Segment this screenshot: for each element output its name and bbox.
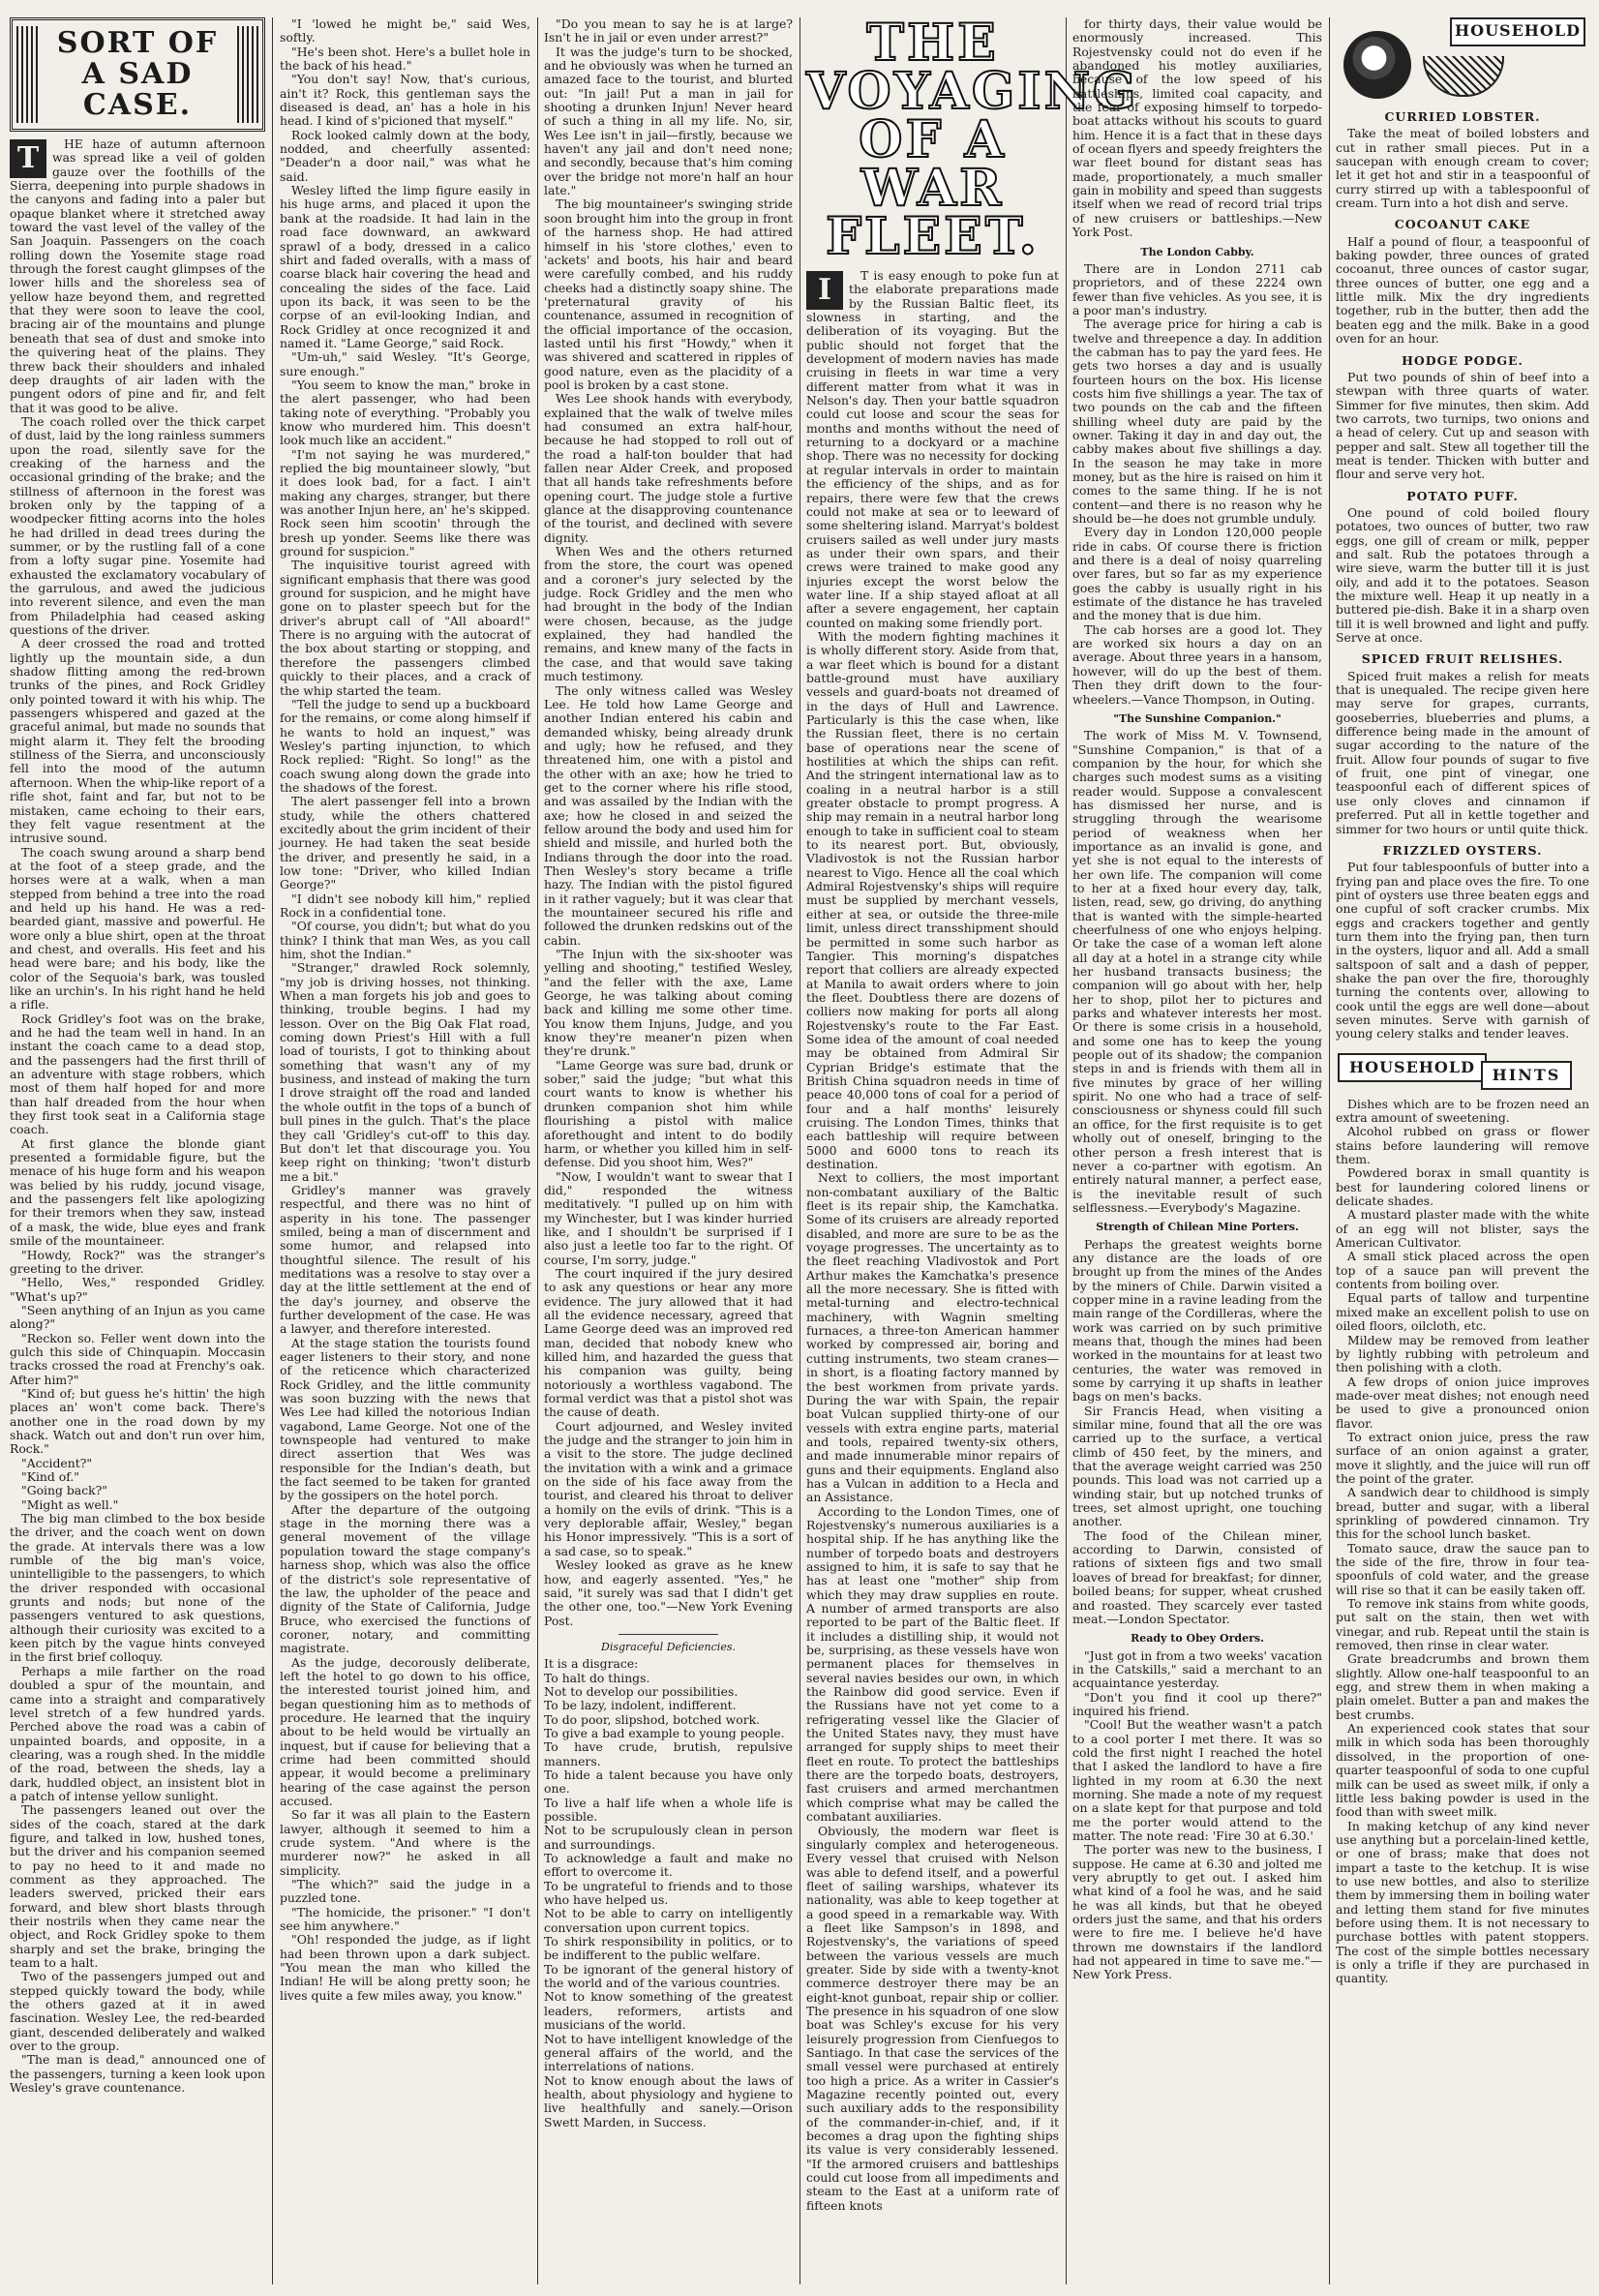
paragraph: "Might as well." [21,1496,119,1512]
paragraph: "The man is dead," announced one of the passengers, turning a keen look upon Wesley's grave countenance. [10,2052,265,2096]
poem-title: Disgraceful Deficiencies. [601,1640,736,1653]
paragraph: Court adjourned, and Wesley invited the judge and the stranger to join him in a visit to the store. The judge declined the invitation with a wink and a grimace on the side of his face away from the tourist, and cleared his throat to deliver a homily on the evils of drink. "This is a very deplorable affair, Wesley," began his Honor impressively. "This is a sort of a sad case, so to speak." [544,1418,793,1558]
poem-line: To shirk responsibility in politics, or to be indifferent to the public welfare. [544,1934,793,1963]
poem-line: To hide a talent because you have only one. [544,1767,793,1797]
section-title-ready: Ready to Obey Orders. [1131,1632,1264,1646]
hint-item: Tomato sauce, draw the sauce pan to the side of the fire, throw in four tea-spoonfuls of cold water, and the grease will rise so that it can be easily taken off. [1336,1540,1589,1597]
recipe-text: Half a pound of flour, a teaspoonful of baking powder, three ounces of grated cocoanut, three ounces of castor sugar, three ounces of butter, one egg and a little milk. Mix the dry ingredients together, rub in the butter, then add the beaten egg and the milk. Bake in a good oven for an hour. [1336,233,1589,347]
paragraph: The coach swung around a sharp bend at the foot of a steep grade, and the horses were at a walk, when a man stepped from behind a tree into the road and held up his hand. He was a red-bearded giant, massive and powerful. He wore only a blue shirt, open at the throat and chest, and overalls. His feet and his head were bare; and his body, like the color of the Sequoia's bark, was tousled like an urchin's. In his right hand he held a rifle. [10,844,265,1012]
paragraph: "You don't say! Now, that's curious, ain't it? Rock, this gentleman says the diseased is dead, an' has a hole in his head. I kind of s'picioned that myself." [280,72,530,129]
column-rule [1329,17,1330,2284]
paragraph: The alert passenger fell into a brown study, while the others chattered excitedly about the grim incident of their journey. He had taken the seat beside the driver, and presently he said, in a low tone: "Driver, who killed Indian George?" [280,794,530,892]
paragraph: "Accident?" [21,1455,93,1470]
paragraph: The passengers leaned out over the sides of the coach, stared at the dark figure, and talked in low, hushed tones, but the driver and his companion seemed to pay no heed to it and made no comment as they approached. The leaders swerved, pricked their ears forward, and blew short blasts through their nostrils when they came near the object, and Rock Gridley spoke to them sharply and set the brake, bringing the team to a halt. [10,1802,265,1971]
hint-item: Dishes which are to be frozen need an extra amount of sweetening. [1336,1096,1589,1125]
paragraph: "Just got in from a two weeks' vacation in the Catskills," said a merchant to an acquaintance yesterday. [1072,1647,1322,1691]
paragraph: The cab horses are a good lot. They are worked six hours a day on an average. About three years in a hansom, however, will do up the best of them. Then they drift down to the four-wheelers.—Vance Thompson, in Outing. [1072,621,1322,707]
paragraph: "The homicide, the prisoner." "I don't see him anywhere." [280,1904,530,1934]
poem-line: To be ignorant of the general history of the world and of the various countries. [544,1961,793,1991]
paragraph: HE haze of autumn afternoon was spread like a veil of golden gauze over the foothills of the Sierra, deepening into purple shadows in the canyons and fading into a paler but opaque blanket where it stretched away toward the vast level of the valley of the San Joaquin. Passengers on the coach rolling down the Yosemite stage road through the forest caught glimpses of the lower hills and the shoreless sea of yellow haze beyond them, and regretted that they were soon to leave the cool, bracing air of the mountains and plunge beneath that sea of dust and smoke into the quivering heat of the plains. They threw back their shoulders and inhaled deep draughts of air laden with the pungent odors of pine and fir, and felt that it was good to be alive. [10,136,265,415]
column-1 [10,17,265,2284]
paragraph: Gridley's manner was gravely respectful, and there was no hint of asperity in his tone. The passenger smiled, being a man of discernment and some humor, and relapsed into thoughtful silence. The result of his meditations was a resolve to stay over a day at the little settlement at the end of the day's journey, and observe the further development of the case. He was a lawyer, and therefore interested. [280,1182,530,1337]
paragraph: As the judge, decorously deliberate, left the hotel to go down to his office, the interested tourist joined him, and began questioning him as to methods of procedure. He learned that the inquiry about to be held would be virtually an inquest, but if cause for believing that a crime had been committed should appear, it would become a preliminary hearing of the case against the person accused. [280,1654,530,1808]
paragraph: Wesley looked as grave as he knew how, and eagerly assented. "Yes," he said, "it surely was sad that I didn't get the other one, too."—New York Evening Post. [544,1557,793,1628]
hint-item: To extract onion juice, press the raw surface of an onion against a grater, move it slightly, and the juice will run off the point of the grater. [1336,1429,1589,1486]
poem-line: To acknowledge a fault and make no effort to overcome it. [544,1851,793,1880]
paragraph: "Howdy, Rock?" was the stranger's greeting to the driver. [10,1247,265,1276]
hint-item: Alcohol rubbed on grass or flower stains before laundering will remove them. [1336,1124,1589,1167]
poem-line: Not to know something of the greatest leaders, reformers, artists and musicians of the world. [544,1989,793,2033]
column-2 [280,17,530,2284]
paragraph: T is easy enough to poke fun at the elaborate preparations made by the Russian Baltic fleet, its slowness in starting, and the deliberation of its voyaging. But the public should not forget that the development of modern navies has made cruising in fleets in war time a very different matter from what it was in Nelson's day. Then your battle squadron could cut loose and scour the seas for months and months without the need of returning to a dockyard or a machine shop. There was no necessity for docking at regular intervals in order to maintain the efficiency of the ships, and as for repairs, there were few that the crews could not make at sea or to leeward of some sheltering island. Marryat's boldest cruisers sailed as well under jury masts as under their own spars, and their crews were trained to make good any injuries except the worst below the water line. If a ship stayed afloat at all after a severe engagement, her captain counted on making some friendly port. [806,268,1059,630]
poem-line: To live a half life when a whole life is possible. [544,1795,793,1824]
paragraph: "Cool! But the weather wasn't a patch to a cool porter I met there. It was so cold the first night I reached the hotel that I asked the landlord to have a fire lighted in my room at 6.30 the next morning. She made a note of my request on a slate kept for that purpose and told me the porter would attend to the matter. The note read: 'Fire 30 at 6.30.' [1072,1717,1322,1843]
paragraph: The porter was new to the business, I suppose. He came at 6.30 and jolted me very abruptly to get out. I asked him what kind of a fool he was, and he said he was all kinds, but that he obeyed orders just the same, and that his orders were to fire me. I believe he'd have thrown me downstairs if the landlord had not appeared in time to save me."—New York Press. [1072,1842,1322,1982]
poem-line: To have crude, brutish, repulsive manners. [544,1739,793,1768]
recipe-text: Spiced fruit makes a relish for meats that is unequaled. The recipe given here may serve for grapes, currants, gooseberries, blueberries and plums, a difference being made in the amount of sugar according to the nature of the fruit. Allow four pounds of sugar to five of fruit, one pint of vinegar, one teaspoonful each of different spices of use only cloves and cinnamon if preferred. Put all in kettle together and simmer for two hours or until quite thick. [1336,668,1589,836]
paragraph: "Lame George was sure bad, drunk or sober," said the judge; "but what this court wants to know is whether his drunken companion shot him while flourishing a pistol with malice aforethought and intent to do bodily harm, or whether you killed him in self-defense. Did you shoot him, Wes?" [544,1057,793,1170]
paragraph: "I 'lowed he might be," said Wes, softly. [280,16,530,45]
poem-line: Not to know enough about the laws of health, about physiology and hygiene to live healthfully and sanely.—Orison Swett Marden, in Success. [544,2072,793,2130]
recipe-title: POTATO PUFF. [1406,488,1519,503]
paragraph: Wes Lee shook hands with everybody, explained that the walk of twelve miles had consumed an extra half-hour, because he had stopped to roll out of the road a half-ton boulder that had fallen near Alder Creek, and proposed that all hands take refreshments before opening court. The judge stole a furtive glance at the disapproving countenance of the tourist, and declined with severe dignity. [544,391,793,545]
headline-text: SORT OF A SAD CASE. [56,26,219,122]
paragraph: The big man climbed to the box beside the driver, and the coach went on down the grade. At intervals there was a low rumble of the big man's voice, unintelligible to the passengers, to which the driver responded with occasional grunts and nods; but none of the passengers ventured to ask questions, although their curiosity was excited to a keen pitch by the vague hints conveyed in the first brief colloquy. [10,1511,265,1665]
paragraph: Rock Gridley's foot was on the brake, and he had the team well in hand. In an instant the coach came to a dead stop, and the passengers had the first thrill of an adventure with stage robbers, which most of them half hoped for and more than half dreaded from the hour when they first took seat in a California stage coach. [10,1011,265,1137]
household-banner: HOUSEHOLD [1450,17,1585,46]
drop-cap: T [10,139,46,178]
paragraph: "Don't you find it cool up there?" inquired his friend. [1072,1689,1322,1718]
section-title-mine: Strength of Chilean Mine Porters. [1096,1221,1299,1234]
paragraph: A deer crossed the road and trotted lightly up the mountain side, a dun shadow flitting among the red-brown trunks of the pines, and Rock Gridley only pointed toward it with his whip. The passengers whispered and gazed at the graceful animal, but made no sounds that might alarm it. They felt the brooding stillness of the Sierra, and unconsciously fell into the mood of the autumn afternoon. When the whip-like report of a rifle shot, faint and far, but not to be mistaken, came echoing to their ears, they felt vague resentment at the intrusive sound. [10,636,265,846]
paragraph: The inquisitive tourist agreed with significant emphasis that there was good ground for suspicion, and he might have gone on to plaster speech but for the driver's abrupt call of "All aboard!" There is no arguing with the autocrat of the box about starting or stopping, and therefore the passengers climbed quickly to their places, and a crack of the whip started the team. [280,558,530,698]
paragraph: Perhaps the greatest weights borne any distance are the loads of ore brought up from the mines of the Andes by the miners of Chile. Darwin visited a copper mine in a ravine leading from the main range of the Cordilleras, where the work was carried on by such primitive means that, though the mines had been worked in the mountains for at least two centuries, the water was removed in some by carrying it up shafts in leather bags on men's backs. [1072,1236,1322,1405]
paragraph: "Kind of." [21,1469,80,1484]
paragraph: "You seem to know the man," broke in the alert passenger, who had been taking note of everything. "Probably you know who murdered him. This doesn't look much like an accident." [280,377,530,448]
household-hints-banner [1336,1051,1589,1090]
poem-line: Not to have intelligent knowledge of the general affairs of the world, and the interrelations of nations. [544,2031,793,2074]
column-4 [806,14,1139,2284]
paragraph: "I'm not saying he was murdered," replied the big mountaineer slowly, "but it does look bad, for a fact. I ain't making any charges, stranger, but there was another Injun here, an' he's skipped. Rock seen him scootin' through the bresh up yonder. Seems like there was ground for suspicion." [280,446,530,559]
paragraph: The average price for hiring a cab is twelve and threepence a day. In addition the cabman has to pay the yard fees. He gets two horses a day and is usually fourteen hours on the box. His license costs him five shillings a year. The tax of two pounds on the cab and the fifteen shilling wheel duty are paid by the owner. Taking it day in and day out, the cabby makes about five shillings a day. In the season he may take in more money, but as the hire is raised on him it comes to the same thing. If he is not content—and there is no reason why he should be—he does not grumble unduly. [1072,317,1322,527]
paragraph: Two of the passengers jumped out and stepped quickly toward the body, while the others gazed at it in awed fascination. Wesley Lee, the red-bearded giant, descended deliberately and walked over to the group. [10,1969,265,2054]
paragraph: "Kind of; but guess he's hittin' the high places an' won't come back. There's another one in the road down by my shack. Watch out and don't run over him, Rock." [10,1385,265,1457]
hint-item: To remove ink stains from white goods, put salt on the stain, then wet with vinegar, and rub. Repeat until the stain is removed, then rinse in clear water. [1336,1596,1589,1653]
paragraph: At first glance the blonde giant presented a formidable figure, but the menace of his huge form and his weapon was belied by his ruddy, jocund visage, and the passengers felt like apologizing for their tremors when they saw, instead of a mask, the wide, blue eyes and frank smile of the mountaineer. [10,1135,265,1249]
paragraph: At the stage station the tourists found eager listeners to their story, and none of the reticence which characterized Rock Gridley, and the little community was soon buzzing with the news that Wes Lee had killed the notorious Indian vagabond, Lame George. Not one of the townspeople had ventured to make direct assertion that Wes was responsible for the Indian's death, but the fact seemed to be taken for granted by the gossipers on the hotel porch. [280,1335,530,1503]
hint-item: Powdered borax in small quantity is best for laundering colored linens or delicate shades. [1336,1165,1589,1209]
hint-item: A small stick placed across the open top of a sauce pan will prevent the contents from boiling over. [1336,1249,1589,1292]
hint-item: A sandwich dear to childhood is simply bread, butter and sugar, with a liberal sprinkling of powdered cinnamon. Try this for the school lunch basket. [1336,1485,1589,1542]
paragraph: The court inquired if the jury desired to ask any questions or hear any more evidence. The jury allowed that it had all the evidence necessary, agreed that Lame George deed was an improved red man, decided that nobody knew who killed him, and hazarded the guess that his companion was guilty, being notoriously a worthless vagabond. The formal verdict was that a pistol shot was the cause of death. [544,1265,793,1420]
hint-item: Equal parts of tallow and turpentine mixed make an excellent polish to use on oiled floors, oilcloth, etc. [1336,1290,1589,1334]
paragraph: "Stranger," drawled Rock solemnly, "my job is driving hosses, not thinking. When a man forgets his job and goes to thinking, trouble begins. I had my lesson. Over on the Big Oak Flat road, coming down Priest's Hill with a full load of tourists, I got to thinking about something that wasn't any of my business, and instead of making the turn I drove straight off the road and landed the whole outfit in the tops of a bunch of bull pines in the gulch. That's the place they call 'Gridley's cut-off' to this day. But don't let that discourage you. You keep right on thinking; 'twon't disturb me a bit." [280,960,530,1184]
paragraph: "Oh! responded the judge, as if light had been thrown upon a dark subject. "You mean the man who killed the Indian! He will be along pretty soon; he lives quite a few miles away, you know." [280,1932,530,2003]
recipe-title: FRIZZLED OYSTERS. [1382,842,1543,858]
paragraph: "I didn't see nobody kill him," replied Rock in a confidential tone. [280,891,530,920]
bowl-illustration-icon [1423,56,1504,97]
recipe-text: Put four tablespoonfuls of butter into a frying pan and place oves the fire. To one pint of oysters use three beaten eggs and one cupful of soft cracker crumbs. Mix eggs and crackers together and gently turn them into the frying pan, then turn in the oysters, liquor and all. Add a small saltspoon of salt and a dash of pepper, shake the pan over the fire, thoroughly turning the contents over, allowing to cook until the eggs are well done—about seven minutes. Serve with garnish of young celery stalks and tender leaves. [1336,860,1589,1042]
hint-item: A mustard plaster made with the white of an egg will not blister, says the American Cultivator. [1336,1207,1589,1251]
headline-sad-case [10,17,265,132]
divider [618,1634,718,1635]
paragraph: "Tell the judge to send up a buckboard for the remains, or come along himself if he wants to hold an inquest," was Wesley's parting injunction, to which Rock replied: "Right. So long!" as the coach swung along down the grade into the shadows of the forest. [280,696,530,795]
paragraph: Wesley lifted the limp figure easily in his huge arms, and placed it upon the bank at the roadside. It had lain in the road face downward, an awkward sprawl of a body, dressed in a calico shirt and faded overalls, with a mass of coarse black hair covering the head and concealing the sides of the face. Laid upon its back, it was seen to be the corpse of an evil-looking Indian, and Rock Gridley at once recognized it and named it. "Lame George," said Rock. [280,183,530,350]
recipe-title: SPICED FRUIT RELISHES. [1361,651,1564,667]
paragraph: "Reckon so. Feller went down into the gulch this side of Chinquapin. Moccasin tracks crossed the road at Frenchy's oak. After him?" [10,1330,265,1387]
section-title-cabby: The London Cabby. [1140,245,1254,258]
paragraph: There are in London 2711 cab proprietors, and of these 2224 own fewer than five vehicles. As you see, it is a poor man's industry. [1072,260,1322,317]
article-body [10,137,265,2095]
hint-item: An experienced cook states that sour milk in which soda has been thoroughly dissolved, in the proportion of one-quarter teaspoonful of soda to one cupful milk can be used as sweet milk, if only a little less baking powder is used in the food than with sweet milk. [1336,1721,1589,1820]
paragraph: "The Injun with the six-shooter was yelling and shooting," testified Wesley, "and the feller with the axe, Lame George, he was talking about coming back and killing me some other time. You know them Injuns, Judge, and you know they're meaner'n pizen when they're drunk." [544,947,793,1059]
paragraph: The food of the Chilean miner, according to Darwin, consisted of rations of sixteen figs and two small loaves of bread for breakfast; for dinner, boiled beans; for supper, wheat crushed and roasted. They scarcely ever tasted meat.—London Spectator. [1072,1527,1322,1626]
hint-item: Mildew may be removed from leather by lightly rubbing with petroleum and then polishing with a cloth. [1336,1332,1589,1375]
recipe-text: Put two pounds of shin of beef into a stewpan with three quarts of water. Simmer for five minutes, then skim. Add two carrots, two turnips, two onions and a head of celery. Cut up and season with pepper and salt. Stew all together till the meat is tender. Thicken with butter and flour and serve very hot. [1336,369,1589,482]
paragraph: The coach rolled over the thick carpet of dust, laid by the long rainless summers upon the road, silently save for the creaking of the harness and the occasional grinding of the brake; and the stillness of afternoon in the forest was broken only by the tapping of a woodpecker fitting acorns into the holes he had drilled in dead trees during the summer, or by the rustling fall of a cone from a lofty sugar pine. Yosemite had exhausted the exclamatory vocabulary of the garrulous, and awed the judicious into reverent silence, and even the man from Philadelphia had ceased asking questions of the driver. [10,413,265,638]
paragraph: "The which?" said the judge in a puzzled tone. [280,1877,530,1906]
paragraph: When Wes and the others returned from the store, the court was opened and a coroner's jury selected by the judge. Rock Gridley and the men who had brought in the body of the Indian were chosen, because, as the judge explained, they had handled the remains, and knew many of the facts in the case, and that would save taking much testimony. [544,544,793,684]
column-6 [1336,17,1589,2284]
drop-cap: I [806,271,843,310]
hint-item: A few drops of onion juice improves made-over meat dishes; not enough need be used to give a pronounced onion flavor. [1336,1374,1589,1431]
paragraph: The big mountaineer's swinging stride soon brought him into the group in front of the harness shop. He had attired himself in his 'store clothes,' even to 'ackets' and boots, his hair and beard were carefully combed, and his ruddy cheeks had a distinctly soapy shine. The 'preternatural gravity of his countenance, assumed in recognition of the official importance of the occasion, lasted until his first "Howdy," when it was shivered and scattered in ripples of good nature, even as the placidity of a pool is broken by a cast stone. [544,196,793,392]
paragraph: Rock looked calmly down at the body, nodded, and cheerfully assented: "Deader'n a door nail," was what he said. [280,127,530,184]
paragraph: Perhaps a mile farther on the road doubled a spur of the mountain, and came into a straight and comparatively level stretch of a few hundred yards. Perched above the road was a cabin of unpainted boards, and opposite, in a clearing, was a rough shed. In the middle of the road, between the sheds, lay a dark, huddled object, an insistent blot in a patch of intense yellow sunlight. [10,1663,265,1803]
poem-line: It is a disgrace: [544,1656,639,1672]
paragraph: "Um-uh," said Wesley. "It's George, sure enough." [280,349,530,378]
column-rule [272,17,273,2284]
poem-line: To do poor, slipshod, botched work. [544,1711,761,1727]
hint-item: Grate breadcrumbs and brown them slightly. Allow one-half teaspoonful to an egg, and strew them in when making a plain omelet. Butter a pan and makes the best crumbs. [1336,1651,1589,1722]
poem-line: Not to develop our possibilities. [544,1683,739,1699]
poem-line: To be lazy, indolent, indifferent. [544,1698,737,1713]
headline-war-fleet: THE VOYAGING OF A WAR FLEET. [806,14,1139,266]
paragraph: It was the judge's turn to be shocked, and he obviously was when he turned an amazed face to the tourist, and blurted out: "In jail! Put a man in jail for shooting a drunken Injun! Never heard of such a thing in all my life. No, sir, Wes Lee isn't in jail—firstly, because we haven't any jail and don't need none; and secondly, because that's him coming over the bridge not more'n half an hour late." [544,44,793,198]
paragraph: Every day in London 120,000 people ride in cabs. Of course there is friction and there is a deal of noisy quarreling over fares, but so far as my experience goes the cabby is usually right in his estimate of the distance he has traveled and the money that is due him. [1072,525,1322,623]
recipe-text: One pound of cold boiled floury potatoes, two ounces of butter, two raw eggs, one gill of cream or milk, pepper and salt. Rub the potatoes through a wire sieve, warm the butter till it is just oily, and add it to the potatoes. Season the mixture well. Heap it up neatly in a buttered pie-dish. Bake it in a sharp oven till it is well browned and light and puffy. Serve at once. [1336,504,1589,646]
paragraph: "Now, I wouldn't want to swear that I did," responded the witness meditatively. "I pulled up on him with my Winchester, but I was kinder hurried like, and I shouldn't be surprised if I also just a leetle too far to the right. Of course, I'm sorry, judge." [544,1168,793,1267]
poem [544,1657,793,2130]
recipe-title: COCOANUT CAKE [1394,217,1531,232]
paragraph: According to the London Times, one of Rojestvensky's numerous auxiliaries is a hospital ship. If he has anything like the number of torpedo boats and destroyers assigned to him, it is safe to say that he has at least one "mother" ship from which they may draw supplies en route. A number of armed transports are also reported to be part of the Baltic fleet. If it includes a distilling ship, it would not be, surprising, as these vessels have won permanent places for themselves in several navies besides our own, in which the Rainbow did good service. Even if the Russians have not yet come to a refrigerating vessel like the Glacier of the United States navy, they must have arranged for supply ships to meet their fleet en route. To protect the battleships there are the torpedo boats, destroyers, fast cruisers and armed merchantmen which comprise what may be called the combatant auxiliaries. [806,1503,1059,1825]
recipe-title: CURRIED LOBSTER. [1384,109,1541,124]
poem-line: To halt do things. [544,1670,650,1685]
hint-item: In making ketchup of any kind never use anything but a porcelain-lined kettle, or one of brass; make that does not impart a taste to the ketchup. It is wise to use new bottles, and also to sterilize them by immersing them in boiling water and letting them stand for five minutes before using them. It is not necessary to purchase bottles with patent stoppers. The cost of the simple bottles necessary is only a trifle if they are purchased in quantity. [1336,1818,1589,1986]
hints-banner-hints: HINTS [1481,1061,1572,1090]
column-3 [544,17,793,2284]
paragraph: Obviously, the modern war fleet is singularly complex and heterogeneous. Every vessel that cruised with Nelson was able to defend itself, and a powerful fleet of sailing warships, whatever its nationality, was able to keep together at a good speed in a remarkable way. With a fleet like Sampson's in 1898, and Rojestvensky's, the variations of speed between the various vessels are much greater. Side by side with a twenty-knot commerce destroyer there may be an eight-knot gunboat, repair ship or collier. The presence in his squadron of one slow boat was Schley's excuse for his very leisurely progression from Cienfuegos to Santiago. In that case the services of the small vessel were purchased at entirely too high a price. As a writer in Cassier's Magazine recently pointed out, every such auxiliary adds to the responsibility of the commander-in-chief, and, if it becomes a drag upon the fighting ships its value is very considerably lessened. "If the armored cruisers and battleships could cut loose from all impediments and steam to the East at a uniform rate of fifteen knots [806,1823,1059,2213]
recipe-title: HODGE PODGE. [1402,352,1524,368]
paragraph: "Seen anything of an Injun as you came along?" [10,1302,265,1332]
paragraph: "Going back?" [21,1483,107,1498]
paragraph: Sir Francis Head, when visiting a similar mine, found that all the ore was carried up to the surface, a vertical climb of 450 feet, by the miners, and that the average weight carried was 250 pounds. This load was not carried up a winding stair, but up notched trunks of trees, set almost upright, one touching another. [1072,1403,1322,1529]
hints-banner-household: HOUSEHOLD [1338,1053,1487,1082]
paragraph: The work of Miss M. V. Townsend, "Sunshine Companion," is that of a companion by the hour, for which she charges such modest sums as a visiting reader would. Suppose a convalescent has dismissed her nurse, and is struggling through the wearisome period of weakness when her importance as an invalid is gone, and yet she is not equal to the interests of her own life. The companion will come to her at a fixed hour every day, talk, listen, read, sew, go driving, do anything that is wanted with the simple-hearted cheerfulness of one who enjoys helping. Or take the case of a woman left alone all day at a hotel in a strange city while her husband transacts business; the companion will go about with her, help her to shop, pilot her to pictures and parks and whatever interests her most. Or there is some crisis in a household, and some one has to keep the young people out of its shadow; the companion steps in and is friends with them all in five minutes by grace of her willing spirit. No one who had a trace of self-consciousness or shyness could fill such an office, for the first requisite is to get wholly out of oneself, bringing to the other person a fresh interest that is never a co-partner with egotism. An entirely natural manner, a perfect ease, is the inevitable result of such selflessness.—Everybody's Magazine. [1072,728,1322,1215]
cook-illustration-icon [1343,31,1411,99]
paragraph: for thirty days, their value would be enormously increased. This Rojestvensky could not do even if he abandoned his motley auxiliaries, because of the low speed of his battleships, limited coal capacity, and the fear of exposing himself to torpedo-boat attacks without his scouts to guard him. Hence it is a fact that in these days of ocean flyers and speedy freighters the war fleet bound for distant seas has made, proportionately, a much smaller gain in mobility and speed than suggests itself when we read of record trial trips of new cruisers or battleships.—New York Post. [1072,16,1322,240]
paragraph: With the modern fighting machines it is wholly different story. Aside from that, a war fleet which is bound for a distant battle-ground must have auxiliary vessels and guard-boats not dreamed of in the days of Hull and Lawrence. Particularly is this the case when, like the Russian fleet, there is no certain base of operations near the scene of hostilities at which the ships can refit. And the stringent international law as to coaling in a neutral harbor is a still greater obstacle to prompt progress. A ship may remain in a neutral harbor long enough to take in sufficient coal to steam to its nearest port. But, obviously, Vladivostok is not the Russian harbor nearest to Vigo. Hence all the coal which Admiral Rojestvensky's ships will require must be supplied by merchant vessels, either at sea, or outside the three-mile limit, unless direct transshipment should be permitted in some such harbor as Tangier. This morning's dispatches report that colliers are already expected at Manila to await orders where to join the fleet. Doubtless there are dozens of colliers now making for ports all along Rojestvensky's route to the Far East. Some idea of the amount of coal needed may be obtained from Admiral Sir Cyprian Bridge's estimate that the British China squadron needs in time of peace 40,000 tons of coal for a period of four and a half months' leisurely cruising. The London Times, thinks that each battleship will require between 5000 and 6000 tons to reach its destination. [806,628,1059,1171]
paragraph: Next to colliers, the most important non-combatant auxiliary of the Baltic fleet is its repair ship, the Kamchatka. Some of its cruisers are already reported disabled, and more are sure to be as the voyage progresses. The uncertainty as to the fleet reaching Vladivostok and Port Arthur makes the Kamchatka's presence all the more necessary. She is fitted with metal-turning and electro-technical machinery, with Wagnin smelting furnaces, a three-ton American hammer worked by compressed air, boring and cutting instruments, two steam cranes—in short, is a floating factory manned by the best workmen from private yards. During the war with Spain, the repair boat Vulcan supplied thirty-one of our vessels with extra engine parts, material and tools, repaired twenty-six others, and made innumerable minor repairs of guns and their equipments. England also has a Vulcan in addition to a Hecla and an Assistance. [806,1170,1059,1505]
column-rule [1066,17,1067,2284]
paragraph: "He's been shot. Here's a bullet hole in the back of his head." [280,44,530,74]
poem-line: To give a bad example to young people. [544,1725,785,1740]
paragraph: So far it was all plain to the Eastern lawyer, although it seemed to him a crude system. "And where is the murderer now?" he asked in all simplicity. [280,1807,530,1878]
poem-line: Not to be scrupulously clean in person and surroundings. [544,1823,793,1852]
paragraph: After the departure of the outgoing stage in the morning there was a general movement of the village population toward the stage company's harness shop, which was also the office of the district's sole representative of the law, the upholder of the peace and dignity of the State of California, Judge Bruce, who exercised the functions of coroner, notary, and committing magistrate. [280,1501,530,1656]
paragraph: "Hello, Wes," responded Gridley. "What's up?" [10,1275,265,1304]
poem-line: Not to be able to carry on intelligently conversation upon current topics. [544,1906,793,1935]
section-title-sunshine: "The Sunshine Companion." [1113,711,1282,725]
poem-line: To be ungrateful to friends and to those who have helped us. [544,1878,793,1908]
column-5 [1072,17,1322,2284]
recipe-text: Take the meat of boiled lobsters and cut in rather small pieces. Put in a saucepan with enough cream to cover; let it get hot and stir in a teaspoonful of curry stirred up with a tablespoonful of cream. Turn into a hot dish and serve. [1336,126,1589,211]
paragraph: The only witness called was Wesley Lee. He told how Lame George and another Indian entered his cabin and demanded whisky, being already drunk and ugly; how he refused, and they threatened him, one with a pistol and the other with an axe; how he tried to get to the corner where his rifle stood, and was assailed by the Indian with the axe; how he closed in and seized the fellow around the body and used him for shield and missile, and hurled both the Indians through the door into the road. Then Wesley's story became a trifle hazy. The Indian with the pistol figured in it rather vaguely; but it was clear that the mountaineer secured his rifle and followed the drunken redskins out of the cabin. [544,682,793,948]
paragraph: "Of course, you didn't; but what do you think? I think that man Wes, as you call him, shot the Indian." [280,919,530,962]
household-illustration [1336,17,1589,103]
paragraph: "Do you mean to say he is at large? Isn't he in jail or even under arrest?" [544,16,793,45]
column-rule [537,17,538,2284]
